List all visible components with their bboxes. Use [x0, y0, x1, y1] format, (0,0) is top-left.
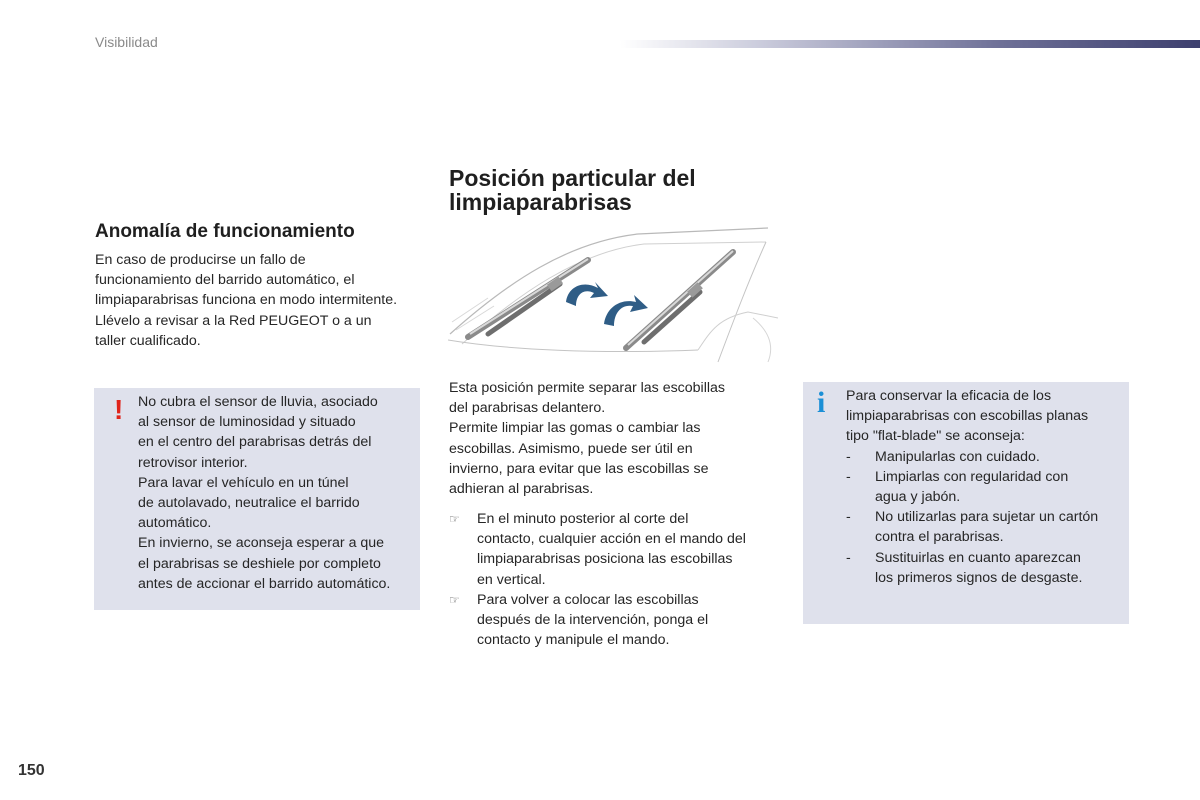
- text-line: retrovisor interior.: [138, 454, 248, 471]
- text-line: agua y jabón.: [875, 489, 961, 506]
- malfunction-paragraph: [95, 250, 425, 351]
- instruction-list: [449, 509, 779, 650]
- wiper-right-icon: [626, 251, 733, 348]
- heading-line: limpiaparabrisas: [449, 189, 632, 215]
- text-line: No utilizarlas para sujetar un cartón: [875, 509, 1099, 526]
- text-line: al sensor de luminosidad y situado: [138, 414, 356, 431]
- text-line: escobillas. Asimismo, puede ser útil en: [449, 440, 693, 457]
- dash-marker: -: [846, 509, 851, 526]
- text-line: contacto, cualquier acción en el mando del: [477, 531, 746, 548]
- dash-marker: -: [846, 448, 851, 465]
- info-note: [803, 382, 1129, 624]
- text-line: antes de accionar el barrido automático.: [138, 575, 391, 592]
- text-line: taller cualificado.: [95, 332, 201, 349]
- text-line: contra el parabrisas.: [875, 529, 1004, 546]
- list-item: [846, 548, 1126, 588]
- text-line: en el centro del parabrisas detrás del: [138, 434, 372, 451]
- pointing-hand-icon: ☞: [449, 512, 460, 526]
- text-line: Para conservar la eficacia de los: [846, 388, 1052, 404]
- wiper-illustration: [448, 222, 778, 372]
- text-line: de autolavado, neutralice el barrido: [138, 495, 360, 512]
- text-line: funcionamiento del barrido automático, el: [95, 272, 355, 289]
- text-line: contacto y manipule el mando.: [477, 632, 670, 649]
- text-line: en vertical.: [477, 571, 546, 588]
- text-line: En el minuto posterior al corte del: [477, 511, 689, 527]
- text-line: limpiaparabrisas con escobillas planas: [846, 408, 1089, 425]
- info-icon: i: [817, 386, 826, 419]
- list-item: [449, 509, 779, 590]
- text-line: automático.: [138, 515, 212, 532]
- text-line: Manipularlas con cuidado.: [875, 448, 1040, 465]
- list-item: [846, 467, 1126, 507]
- text-line: Sustituirlas en cuanto aparezcan: [875, 549, 1081, 566]
- lift-arrow-icon: [566, 282, 608, 306]
- text-line: En invierno, se aconseja esperar a que: [138, 535, 385, 552]
- windshield-outline: [462, 242, 766, 344]
- page-number: 150: [18, 762, 45, 779]
- text-line: Limpiarlas con regularidad con: [875, 468, 1069, 485]
- door-outline: [753, 318, 771, 362]
- lift-arrow-icon: [604, 295, 648, 326]
- heading-line: Posición particular del: [449, 165, 696, 191]
- text-line: Para lavar el vehículo en un túnel: [138, 474, 349, 491]
- special-position-paragraph: [449, 378, 774, 499]
- text-line: limpiaparabrisas posiciona las escobillas: [477, 551, 733, 568]
- warning-icon: !: [114, 394, 124, 425]
- list-item: [449, 590, 779, 651]
- text-line: No cubra el sensor de lluvia, asociado: [138, 394, 378, 410]
- text-line: Permite limpiar las gomas o cambiar las: [449, 420, 701, 437]
- list-item: [846, 447, 1126, 467]
- advice-list: [846, 447, 1126, 588]
- list-item: [846, 507, 1126, 547]
- warning-note: [94, 388, 420, 610]
- text-line: En caso de producirse un fallo de: [95, 252, 306, 268]
- text-line: Llévelo a revisar a la Red PEUGEOT o a un: [95, 312, 372, 329]
- heading-malfunction: Anomalía de funcionamiento: [95, 221, 355, 242]
- text-line: adhieran al parabrisas.: [449, 481, 594, 498]
- section-title: Visibilidad: [95, 34, 158, 50]
- text-line: Para volver a colocar las escobillas: [477, 591, 699, 608]
- text-line: el parabrisas se deshiele por completo: [138, 555, 381, 572]
- info-text: [846, 386, 1126, 588]
- pillar-outline: [698, 312, 778, 350]
- dash-marker: -: [846, 549, 851, 566]
- text-line: del parabrisas delantero.: [449, 400, 606, 417]
- text-line: invierno, para evitar que las escobillas se: [449, 460, 709, 477]
- text-line: los primeros signos de desgaste.: [875, 569, 1083, 586]
- text-line: después de la intervención, ponga el: [477, 612, 709, 629]
- header-gradient-bar: [620, 40, 1200, 48]
- text-line: tipo "flat-blade" se aconseja:: [846, 428, 1025, 445]
- hood-outline: [448, 340, 698, 352]
- dash-marker: -: [846, 468, 851, 485]
- pointing-hand-icon: ☞: [449, 592, 460, 607]
- heading-special-position: [449, 166, 789, 214]
- warning-text: [138, 392, 416, 594]
- text-line: limpiaparabrisas funciona en modo intermitente.: [95, 292, 398, 309]
- text-line: Esta posición permite separar las escobillas: [449, 380, 725, 396]
